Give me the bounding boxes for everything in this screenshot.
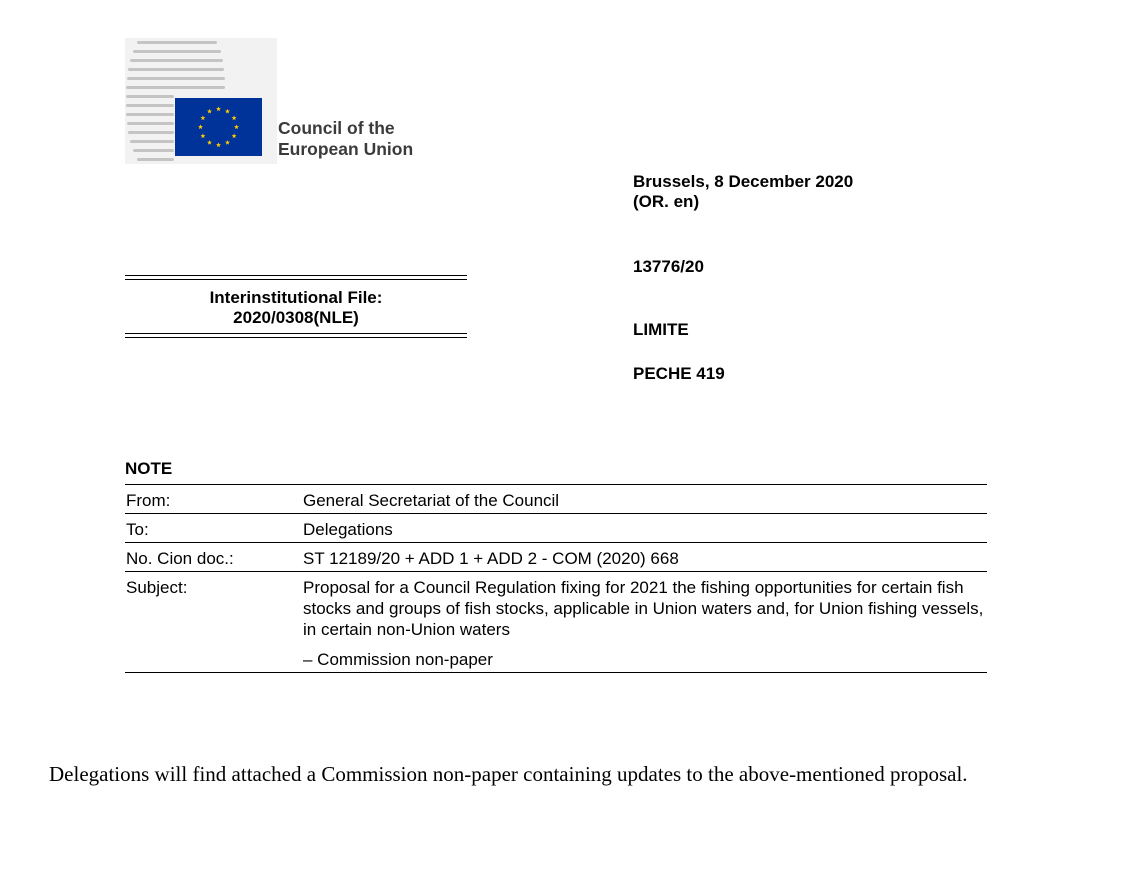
- row-value-from: General Secretariat of the Council: [303, 485, 987, 514]
- flag-star: [207, 140, 212, 145]
- row-key-cion-doc: No. Cion doc.:: [125, 543, 303, 572]
- row-key-subject: Subject:: [126, 578, 188, 597]
- note-title: NOTE: [125, 459, 173, 478]
- table-row: [125, 485, 987, 514]
- interinstitutional-file-value: 2020/0308(NLE): [233, 308, 359, 327]
- council-logo: [125, 38, 277, 164]
- table-row: [125, 642, 987, 673]
- flag-star: [216, 142, 221, 147]
- flag-star: [225, 109, 230, 114]
- flag-star: [207, 109, 212, 114]
- row-value-cion-doc: ST 12189/20 + ADD 1 + ADD 2 - COM (2020) 668: [303, 543, 987, 572]
- flag-star: [232, 133, 237, 138]
- interinstitutional-file-label: Interinstitutional File:: [209, 288, 383, 307]
- row-key-from: From:: [125, 485, 303, 514]
- document-code: PECHE 419: [633, 364, 725, 383]
- flag-star: [198, 124, 203, 129]
- note-table: [125, 484, 987, 673]
- document-number: 13776/20: [633, 257, 704, 276]
- row-key-to: To:: [125, 514, 303, 543]
- place-date: Brussels, 8 December 2020: [633, 172, 854, 191]
- classification-label: LIMITE: [633, 320, 689, 339]
- flag-star: [200, 115, 205, 120]
- table-row: [125, 572, 987, 643]
- flag-star: [225, 140, 230, 145]
- table-row: [125, 514, 987, 543]
- flag-star: [232, 115, 237, 120]
- subject-extra: – Commission non-paper: [303, 642, 987, 673]
- flag-star: [216, 106, 221, 111]
- double-rule-top: [125, 275, 467, 280]
- organization-name-line1: Council of the: [278, 118, 395, 138]
- double-rule-bottom: [125, 333, 467, 338]
- organization-name: [278, 118, 413, 160]
- flag-star: [234, 124, 239, 129]
- row-key-empty: [125, 642, 303, 673]
- original-language: (OR. en): [633, 192, 700, 211]
- row-value-subject: Proposal for a Council Regulation fixing for 2021 the fishing opportunities for certain fish stocks and groups of fish stocks, applicable in Union waters and, for Union fishing vessels, in certain non-Union waters: [303, 578, 984, 639]
- table-row: [125, 543, 987, 572]
- body-paragraph: Delegations will find attached a Commission non-paper containing updates to the above-mentioned proposal.: [49, 762, 968, 786]
- organization-name-line2: European Union: [278, 139, 414, 159]
- flag-star: [200, 133, 205, 138]
- row-value-to: Delegations: [303, 514, 987, 543]
- eu-flag-icon: [175, 98, 262, 156]
